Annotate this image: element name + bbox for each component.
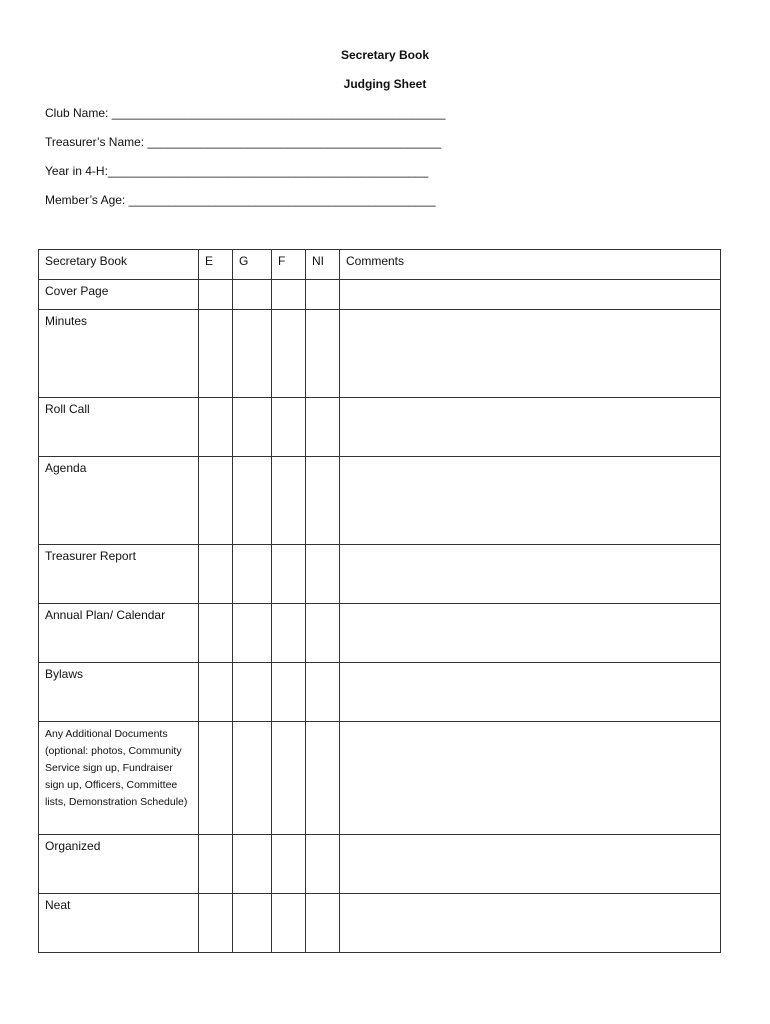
cell-g[interactable]	[233, 280, 272, 310]
cell-ni[interactable]	[306, 310, 340, 398]
judging-table	[38, 249, 721, 953]
cell-ni[interactable]	[306, 545, 340, 604]
cell-comments[interactable]	[340, 604, 721, 663]
cell-ni[interactable]	[306, 457, 340, 545]
cell-comments[interactable]	[340, 457, 721, 545]
row-label-organized: Organized	[39, 835, 199, 894]
cell-g[interactable]	[233, 604, 272, 663]
cell-g[interactable]	[233, 545, 272, 604]
table-header-row	[39, 250, 721, 280]
cell-ni[interactable]	[306, 722, 340, 835]
cell-f[interactable]	[272, 835, 306, 894]
row-label-cover-page: Cover Page	[39, 280, 199, 310]
cell-comments[interactable]	[340, 545, 721, 604]
row-label-roll-call: Roll Call	[39, 398, 199, 457]
table-row	[39, 457, 721, 545]
cell-g[interactable]	[233, 894, 272, 953]
cell-comments[interactable]	[340, 280, 721, 310]
cell-ni[interactable]	[306, 835, 340, 894]
column-header-f: F	[272, 250, 306, 280]
cell-f[interactable]	[272, 663, 306, 722]
cell-e[interactable]	[199, 457, 233, 545]
row-label-annual-plan: Annual Plan/ Calendar	[39, 604, 199, 663]
cell-f[interactable]	[272, 398, 306, 457]
cell-ni[interactable]	[306, 280, 340, 310]
cell-e[interactable]	[199, 722, 233, 835]
table-row	[39, 722, 721, 835]
table-row	[39, 398, 721, 457]
page-subtitle: Judging Sheet	[343, 77, 427, 91]
cell-e[interactable]	[199, 835, 233, 894]
cell-e[interactable]	[199, 398, 233, 457]
row-label-neat: Neat	[39, 894, 199, 953]
table-row	[39, 663, 721, 722]
cell-e[interactable]	[199, 545, 233, 604]
cell-e[interactable]	[199, 663, 233, 722]
column-header-ni: NI	[306, 250, 340, 280]
table-row	[39, 835, 721, 894]
column-header-g: G	[233, 250, 272, 280]
cell-ni[interactable]	[306, 663, 340, 722]
cell-g[interactable]	[233, 663, 272, 722]
cell-comments[interactable]	[340, 663, 721, 722]
cell-g[interactable]	[233, 398, 272, 457]
cell-g[interactable]	[233, 722, 272, 835]
cell-ni[interactable]	[306, 894, 340, 953]
column-header-secretary-book: Secretary Book	[39, 250, 199, 280]
cell-comments[interactable]	[340, 894, 721, 953]
cell-f[interactable]	[272, 722, 306, 835]
table-row	[39, 545, 721, 604]
cell-f[interactable]	[272, 545, 306, 604]
cell-g[interactable]	[233, 457, 272, 545]
table-row	[39, 894, 721, 953]
row-label-bylaws: Bylaws	[39, 663, 199, 722]
cell-g[interactable]	[233, 835, 272, 894]
year-in-4h-field: Year in 4-H:________________________________________________	[45, 164, 429, 178]
cell-f[interactable]	[272, 280, 306, 310]
column-header-comments: Comments	[340, 250, 721, 280]
table-row	[39, 310, 721, 398]
column-header-e: E	[199, 250, 233, 280]
cell-f[interactable]	[272, 310, 306, 398]
club-name-field: Club Name: __________________________________________________	[45, 106, 446, 120]
member-age-field: Member’s Age: ______________________________________________	[45, 193, 436, 207]
cell-e[interactable]	[199, 604, 233, 663]
row-label-agenda: Agenda	[39, 457, 199, 545]
cell-ni[interactable]	[306, 604, 340, 663]
page-title: Secretary Book	[340, 48, 430, 62]
cell-f[interactable]	[272, 604, 306, 663]
cell-comments[interactable]	[340, 310, 721, 398]
table-row	[39, 280, 721, 310]
table-row	[39, 604, 721, 663]
cell-comments[interactable]	[340, 835, 721, 894]
cell-e[interactable]	[199, 280, 233, 310]
cell-ni[interactable]	[306, 398, 340, 457]
cell-f[interactable]	[272, 894, 306, 953]
cell-comments[interactable]	[340, 722, 721, 835]
cell-e[interactable]	[199, 894, 233, 953]
cell-f[interactable]	[272, 457, 306, 545]
row-label-minutes: Minutes	[39, 310, 199, 398]
treasurer-name-field: Treasurer’s Name: ____________________________________________	[45, 135, 442, 149]
cell-g[interactable]	[233, 310, 272, 398]
cell-e[interactable]	[199, 310, 233, 398]
row-label-treasurer-report: Treasurer Report	[39, 545, 199, 604]
row-label-additional-documents: Any Additional Documents (optional: photos, Community Service sign up, Fundraiser sign up, Officers, Committee lists, Demonstration Schedule)	[39, 722, 199, 835]
cell-comments[interactable]	[340, 398, 721, 457]
